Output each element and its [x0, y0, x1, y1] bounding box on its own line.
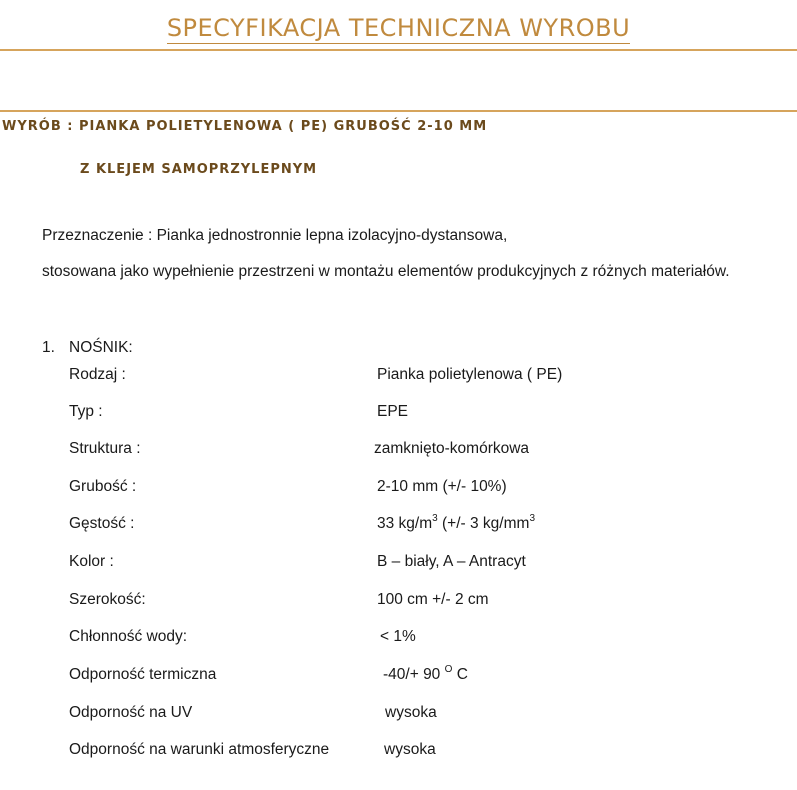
superscript: 3 — [529, 512, 535, 524]
property-label: Rodzaj : — [69, 366, 126, 383]
product-adhesive: Z KLEJEM SAMOPRZYLEPNYM — [80, 162, 318, 177]
property-label: Gęstość : — [69, 515, 135, 532]
property-label: Chłonność wody: — [69, 628, 188, 645]
property-label: Typ : — [69, 403, 103, 420]
value-part: (+/- 3 kg/mm — [437, 515, 530, 532]
divider-top — [0, 49, 797, 51]
property-label: Odporność na warunki atmosferyczne — [69, 741, 330, 758]
product-name: WYRÓB : PIANKA POLIETYLENOWA ( PE) GRUBOŚĆ 2-10 MM — [2, 119, 488, 134]
purpose-line-2: stosowana jako wypełnienie przestrzeni w montażu elementów produkcyjnych z różnych materiałów. — [42, 263, 730, 280]
property-value: B – biały, A – Antracyt — [377, 553, 526, 570]
section-number: 1. — [42, 339, 55, 356]
section-title: NOŚNIK: — [69, 339, 133, 356]
divider-product — [0, 110, 797, 112]
value-part: 33 kg/m — [377, 515, 433, 532]
property-value: EPE — [377, 403, 409, 420]
property-value: Pianka polietylenowa ( PE) — [377, 366, 563, 383]
property-label: Struktura : — [69, 440, 141, 457]
degree-superscript: O — [444, 663, 453, 675]
property-value — [383, 663, 468, 684]
property-label: Odporność termiczna — [69, 666, 217, 683]
property-value: < 1% — [380, 628, 416, 645]
property-value: 2-10 mm (+/- 10%) — [377, 478, 507, 495]
property-value — [377, 512, 535, 533]
purpose-line-1: Przeznaczenie : Pianka jednostronnie lepna izolacyjno-dystansowa, — [42, 227, 508, 244]
superscript: 3 — [432, 512, 438, 524]
property-label: Odporność na UV — [69, 704, 193, 721]
value-part: -40/+ 90 — [383, 666, 445, 683]
property-value: wysoka — [385, 704, 437, 721]
property-value: zamknięto-komórkowa — [374, 440, 530, 457]
value-part: C — [452, 666, 468, 683]
property-label: Szerokość: — [69, 591, 146, 608]
property-value: 100 cm +/- 2 cm — [377, 591, 489, 608]
property-value: wysoka — [384, 741, 436, 758]
property-label: Grubość : — [69, 478, 137, 495]
document-title: SPECYFIKACJA TECHNICZNA WYROBU — [166, 14, 631, 42]
property-label: Kolor : — [69, 553, 114, 570]
